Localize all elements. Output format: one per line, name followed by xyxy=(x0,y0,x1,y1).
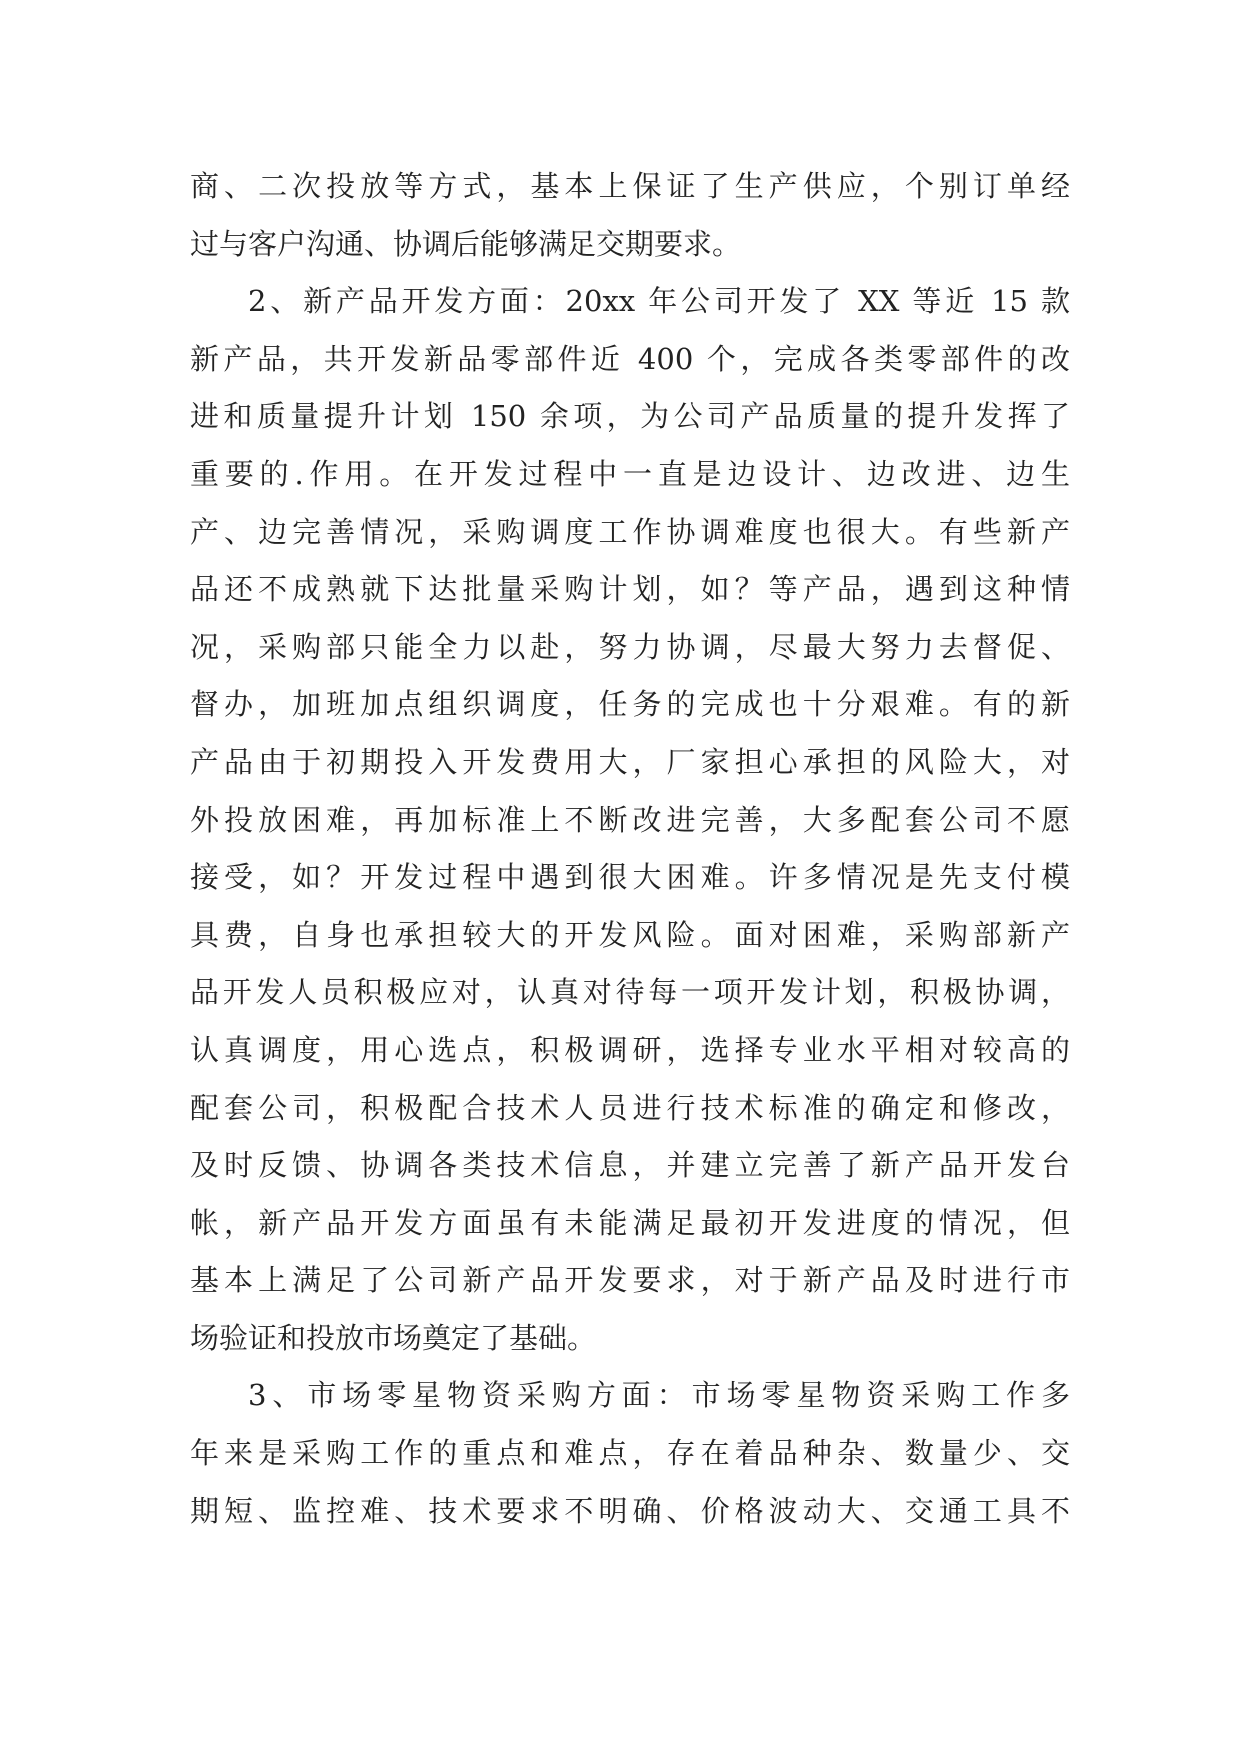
text-line: 外投放困难，再加标准上不断改进完善，大多配套公司不愿 xyxy=(190,802,1070,837)
text-line: 基本上满足了公司新产品开发要求，对于新产品及时进行市 xyxy=(190,1263,1070,1298)
text-line: 帐，新产品开发方面虽有未能满足最初开发进度的情况，但 xyxy=(190,1205,1070,1240)
text-line: 品还不成熟就下达批量采购计划，如？等产品，遇到这种情 xyxy=(190,572,1070,607)
text-line: 新产品，共开发新品零部件近 400 个，完成各类零部件的改 xyxy=(190,341,1070,376)
text-line: 产品由于初期投入开发费用大，厂家担心承担的风险大，对 xyxy=(190,744,1070,779)
text-line: 期短、监控难、技术要求不明确、价格波动大、交通工具不 xyxy=(190,1493,1070,1528)
body-text xyxy=(190,158,1070,1540)
text-line: 产、边完善情况，采购调度工作协调难度也很大。有些新产 xyxy=(190,514,1070,549)
paragraph-start-line: 2、新产品开发方面：20xx 年公司开发了 XX 等近 15 款 xyxy=(248,284,1070,319)
text-line: 具费，自身也承担较大的开发风险。面对困难，采购部新产 xyxy=(190,917,1070,952)
text-line: 品开发人员积极应对，认真对待每一项开发计划，积极协调， xyxy=(190,975,1070,1010)
text-line: 认真调度，用心选点，积极调研，选择专业水平相对较高的 xyxy=(190,1032,1070,1067)
paragraph-start-line: 3、市场零星物资采购方面：市场零星物资采购工作多 xyxy=(248,1378,1070,1413)
text-line: 进和质量提升计划 150 余项，为公司产品质量的提升发挥了 xyxy=(190,399,1070,434)
text-line: 过与客户沟通、协调后能够满足交期要求。 xyxy=(190,226,742,261)
text-line: 配套公司，积极配合技术人员进行技术标准的确定和修改， xyxy=(190,1090,1070,1125)
text-line: 及时反馈、协调各类技术信息，并建立完善了新产品开发台 xyxy=(190,1148,1070,1183)
text-line: 督办，加班加点组织调度，任务的完成也十分艰难。有的新 xyxy=(190,687,1070,722)
text-line: 年来是采购工作的重点和难点，存在着品种杂、数量少、交 xyxy=(190,1436,1070,1471)
text-line: 况，采购部只能全力以赴，努力协调，尽最大努力去督促、 xyxy=(190,629,1070,664)
text-line: 场验证和投放市场奠定了基础。 xyxy=(190,1320,597,1355)
text-line: 商、二次投放等方式，基本上保证了生产供应，个别订单经 xyxy=(190,169,1070,203)
text-line: 重要的.作用。在开发过程中一直是边设计、边改进、边生 xyxy=(190,456,1070,491)
text-line: 接受，如？开发过程中遇到很大困难。许多情况是先支付模 xyxy=(190,860,1070,895)
